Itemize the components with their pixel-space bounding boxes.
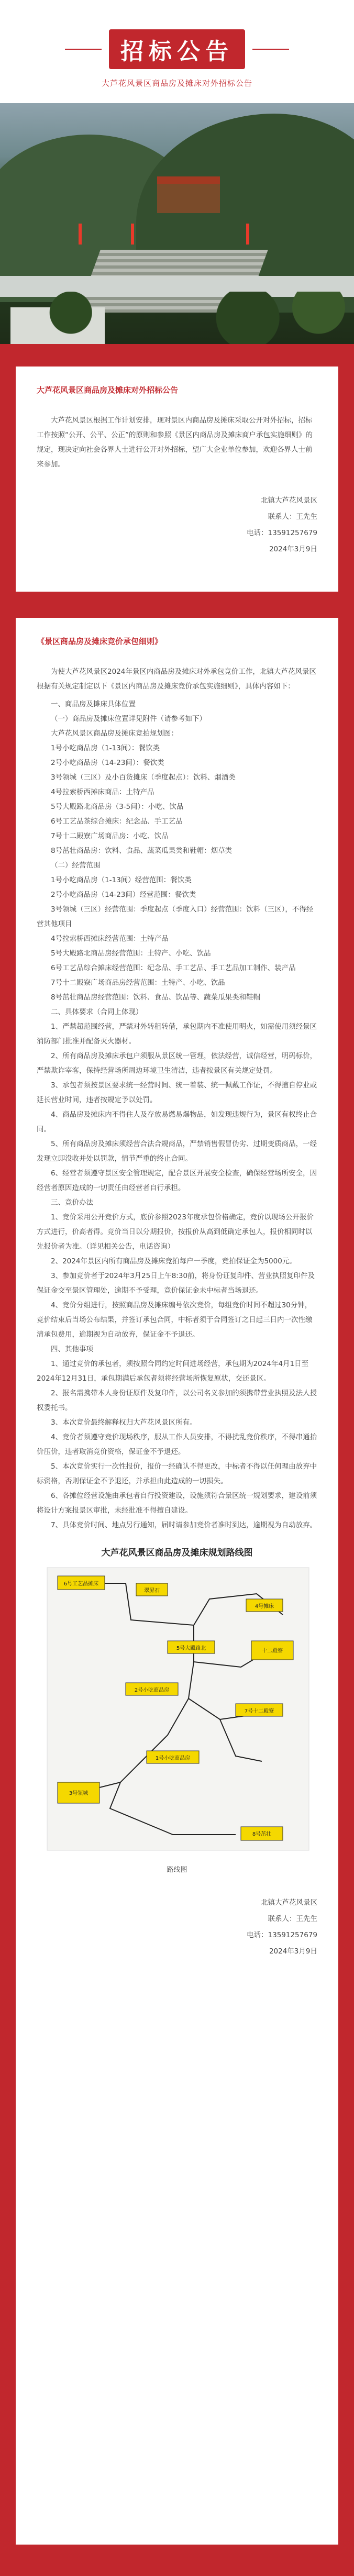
signature-block — [37, 1895, 317, 1960]
svg-text:7号十二殿寮: 7号十二殿寮 — [244, 1708, 274, 1714]
svg-text:5号大殿路北: 5号大殿路北 — [176, 1646, 206, 1651]
rules-line: 1号小吃商品房（1-13间）经营范围：餐饮类 — [51, 876, 192, 884]
map-label-g — [126, 1683, 178, 1695]
lamp-post — [79, 224, 82, 245]
lamp-post — [246, 224, 249, 245]
map-caption: 路线图 — [167, 1866, 187, 1874]
sign-contact: 联系人：王先生 — [268, 1915, 317, 1923]
map-label-i — [58, 1782, 99, 1803]
rules-line: 1号小吃商品房（1-13间）：餐饮类 — [51, 744, 160, 752]
rules-line: 2、2024年景区内所有商品房及摊床竞拍每户一季度，竞拍保证金为5000元。 — [51, 1257, 296, 1265]
rules-title: 《景区商品房及摊床竞价承包细则》 — [37, 637, 163, 646]
rules-line: （二）经营范围 — [51, 861, 101, 870]
page-subtitle: 大芦花风景区商品房及摊床对外招标公告 — [101, 79, 252, 88]
rules-line: 7号十二殿寮广场商品房：小吃、饮品 — [51, 832, 169, 840]
rules-line: 6号工艺品综合摊床经营范围：纪念品、手工艺品、手工艺品加工制作、装产品 — [51, 964, 296, 972]
rules-line: 6、经营者须遵守景区安全管理规定，配合景区开展安全检查，确保经营场所安全，因经营者原因造成的一切责任由经营者自行承担。 — [37, 1169, 317, 1192]
map-label-d — [246, 1599, 283, 1612]
rules-line: 8号茁壮商品房经营范围：饮料、食品、饮品等、蔬菜瓜果类和鞋帽 — [51, 993, 261, 1002]
rules-line: 6、各摊位经营设施由承包者自行投资建设，设施须符合景区统一规划要求，建设前须将设计方案报景区审批，未经批准不得擅自建设。 — [37, 1492, 317, 1515]
title-right-rule — [252, 49, 289, 50]
trees — [0, 292, 354, 344]
map-label-f — [236, 1704, 283, 1716]
rules-line: 二、具体要求（合同上体现） — [51, 1008, 143, 1016]
rules-line: 7号十二殿寮广场商品房经营范围：土特产、小吃、饮品 — [51, 979, 225, 987]
rules-line: 2号小吃商品房（14-23间）经营范围：餐饮类 — [51, 891, 196, 899]
rules-line: 4、竞价分组进行，按照商品房及摊床编号依次竞价，每组竞价时间不超过30分钟，竞价结束后当场公布结果，并签订承包合同，中标者须于合同签订之日起三日内一次性缴清承包费用，逾期视为自动放弃，保证金不予退还。 — [37, 1301, 313, 1339]
rules-line: 3号领城（三区）及小百货摊床（季度起点）：饮料、烟酒类 — [51, 773, 236, 782]
rules-line: 大芦花风景区商品房及摊床竞拍规划图： — [51, 729, 178, 738]
rules-line: 2号小吃商品房（14-23间）：餐饮类 — [51, 759, 164, 767]
rules-line: 8号茁壮商品房：饮料、食品、蔬菜瓜果类和鞋帽：烟草类 — [51, 847, 233, 855]
rules-line: 3号领城（三区）经营范围：季度起点（季度入口）经营范围：饮料（三区），不得经营其他项目 — [37, 905, 314, 928]
rules-line: 四、其他事项 — [51, 1345, 93, 1353]
announcement-title: 大芦花风景区商品房及摊床对外招标公告 — [37, 385, 179, 395]
rules-line: 一、商品房及摊床具体位置 — [51, 700, 136, 708]
signature-block — [37, 493, 317, 558]
announcement-paragraph: 大芦花风景区根据工作计划安排，现对景区内商品房及摊床采取公开对外招标，招标工作按照“公开、公平、公正”的原则和参照《景区内商品房及摊床商户承包实施细则》的规定，现决定向社会各界人士进行公开对外招标，望广大企业单位参加，欢迎各界人士前来参加。 — [37, 416, 313, 469]
rules-card — [16, 618, 338, 2545]
temple-building — [157, 176, 220, 213]
map-label-e — [251, 1641, 293, 1660]
rules-line: 2、所有商品房及摊床承包户须服从景区统一管理，依法经营，诚信经营，明码标价，严禁欺诈宰客，保持经营场所周边环境卫生清洁，违者按景区有关规定处罚。 — [37, 1052, 317, 1075]
svg-text:8号茁壮: 8号茁壮 — [252, 1831, 272, 1837]
map-label-c — [168, 1641, 215, 1653]
rules-line: （一）商品房及摊床位置详见附件（请参考如下） — [51, 715, 206, 723]
route-map — [37, 1545, 317, 1874]
sign-org: 北镇大芦花风景区 — [261, 496, 317, 505]
route-map-diagram — [37, 1562, 317, 1856]
map-label-b — [136, 1583, 168, 1596]
rules-line: 4号拉索桥西摊床商品：土特产品 — [51, 788, 154, 796]
rules-line: 1、通过竞价的承包者，须按照合同约定时间进场经营，承包期为2024年4月1日至2024年12月31日，承包期满后承包者须将经营场所恢复原状，交还景区。 — [37, 1360, 309, 1383]
sign-phone: 电话：13591257679 — [247, 529, 317, 537]
map-label-h — [147, 1751, 199, 1763]
svg-text:翠屏石: 翠屏石 — [144, 1588, 160, 1594]
page-title: 招标公告 — [109, 29, 245, 69]
rules-line: 2、报名需携带本人身份证原件及复印件，以公司名义参加的须携带营业执照及法人授权委托书。 — [37, 1389, 317, 1412]
rules-line: 7、具体竞价时间、地点另行通知，届时请参加竞价者准时到达，逾期视为自动放弃。 — [51, 1521, 317, 1529]
sign-date: 2024年3月9日 — [269, 1947, 317, 1956]
sign-org: 北镇大芦花风景区 — [261, 1898, 317, 1907]
title-left-rule — [65, 49, 102, 50]
rules-line: 5、本次竞价实行一次性报价，报价一经确认不得更改，中标者不得以任何理由放弃中标资格，否则保证金不予退还，并承担由此造成的一切损失。 — [37, 1462, 317, 1485]
svg-text:6号工艺品摊床: 6号工艺品摊床 — [63, 1581, 99, 1587]
rules-line: 三、竞价办法 — [51, 1198, 93, 1207]
rules-list — [37, 697, 317, 1533]
svg-text:3号领城: 3号领城 — [69, 1791, 88, 1796]
rules-line: 6号工艺品茶综合摊床：纪念品、手工艺品 — [51, 817, 183, 826]
sign-date: 2024年3月9日 — [269, 545, 317, 553]
page-header — [0, 0, 354, 344]
rules-line: 5号大殿路北商品房（3-5间）：小吃、饮品 — [51, 803, 184, 811]
svg-text:2号小吃商品房: 2号小吃商品房 — [134, 1687, 170, 1693]
rules-intro: 为使大芦花风景区2024年景区内商品房及摊床对外承包竞价工作，北镇大芦花风景区根据有关规定制定以下《景区内商品房及摊床竞价承包实施细则》，具体内容如下： — [37, 668, 316, 691]
map-label-j — [241, 1827, 283, 1840]
rules-line: 3、承包者须按景区要求统一经营时间、统一着装、统一佩戴工作证，不得擅自停业或延长营业时间，违者按规定予以处罚。 — [37, 1081, 317, 1104]
rules-line: 5、所有商品房及摊床须经营合法合规商品，严禁销售假冒伪劣、过期变质商品，一经发现立即没收并处以罚款，情节严重的终止合同。 — [37, 1140, 317, 1163]
svg-text:十二殿寮: 十二殿寮 — [262, 1648, 283, 1654]
title-bar — [65, 29, 289, 69]
svg-text:1号小吃商品房: 1号小吃商品房 — [155, 1756, 191, 1761]
rules-line: 5号大殿路北商品房经营范围：土特产、小吃、饮品 — [51, 949, 211, 958]
map-label-a — [58, 1576, 105, 1590]
lamp-post — [131, 224, 134, 245]
rules-line: 4、商品房及摊床内不得住人及存放易燃易爆物品，如发现违规行为，景区有权终止合同。 — [37, 1111, 317, 1134]
announcement-card — [16, 367, 338, 592]
rules-line: 3、参加竞价者于2024年3月25日上午8:30前，将身份证复印件、营业执照复印件及保证金交至景区管理处，逾期不予受理，竞价保证金未中标者当场退还。 — [37, 1272, 315, 1295]
sign-phone: 电话：13591257679 — [247, 1931, 317, 1939]
svg-text:4号摊床: 4号摊床 — [255, 1604, 274, 1609]
rules-line: 1、严禁超范围经营，严禁对外转租转借，承包期内不准使用明火，如需使用须经景区消防部门批准并配备灭火器材。 — [37, 1023, 317, 1046]
rules-line: 3、本次竞价最终解释权归大芦花风景区所有。 — [51, 1418, 197, 1427]
rules-line: 4号拉索桥西摊床经营范围：土特产品 — [51, 935, 169, 943]
rules-line: 1、竞价采用公开竞价方式，底价参照2023年度承包价格确定，竞价以现场公开报价方式进行，价高者得。竞价当日以分期报价，按报价从高到低确定承包人，报价相同时以先报价者为准。（详见相关公告，电话咨询） — [37, 1213, 314, 1251]
sign-contact: 联系人：王先生 — [268, 513, 317, 521]
rules-line: 4、竞价者须遵守竞价现场秩序，服从工作人员安排，不得扰乱竞价秩序，不得串通抬价压价，违者取消竞价资格，保证金不予退还。 — [37, 1433, 317, 1456]
hero-photo — [0, 103, 354, 344]
map-title: 大芦花风景区商品房及摊床规划路线图 — [101, 1548, 253, 1558]
